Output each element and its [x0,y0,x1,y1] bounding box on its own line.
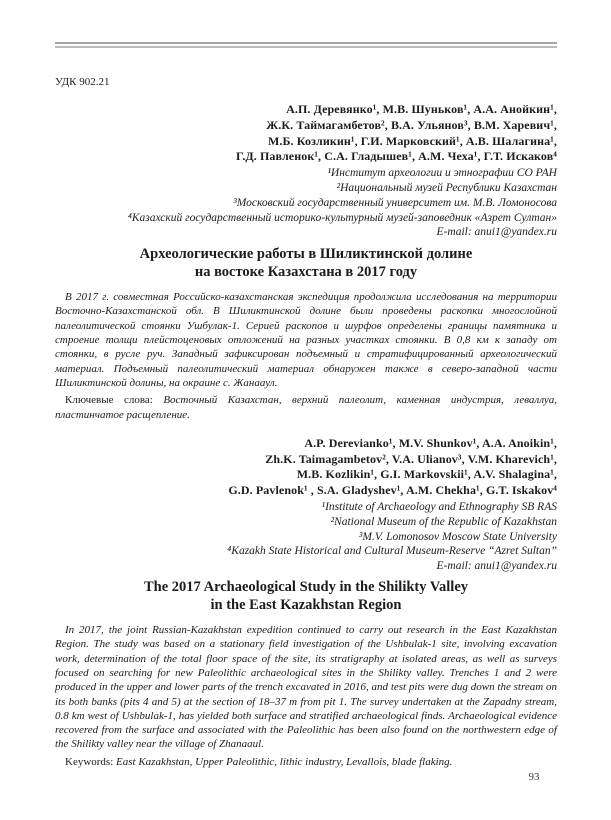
authors-en-line-2: Zh.K. Taimagambetov², V.A. Ulianov³, V.M. Kharevich¹, [265,451,557,466]
authors-ru-line-2: Ж.К. Таймагамбетов², В.А. Ульянов³, В.М. Харевич¹, [266,117,557,132]
email-ru: E-mail: anui1@yandex.ru [436,226,557,239]
authors-ru-line-1: А.П. Деревянко¹, М.В. Шуньков¹, А.А. Анойкин¹, [286,102,557,116]
header-double-rule [55,42,557,48]
keywords-en [55,755,557,769]
authors-ru [55,102,557,165]
keywords-ru [55,393,557,422]
title-en-line-2: in the East Kazakhstan Region [210,596,402,613]
title-ru-line-2: на востоке Казахстана в 2017 году [194,263,418,280]
affiliation-en-3: ³M.V. Lomonosov Moscow State University [358,530,557,543]
authors-ru-line-4: Г.Д. Павленок¹, С.А. Гладышев¹, А.М. Чеха¹, Г.Т. Искаков⁴ [235,149,557,164]
affiliation-ru-4: ⁴Казахский государственный историко-культурный музей-заповедник «Азрет Султан» [127,211,557,224]
title-en [55,579,557,614]
affiliation-ru-2: ²Национальный музей Республики Казахстан [336,181,557,194]
authors-ru-line-3: М.Б. Козликин¹, Г.И. Марковский¹, А.В. Шалагина¹, [268,133,557,148]
udc-number: УДК 902.21 [55,76,110,88]
keywords-en-text: East Kazakhstan, Upper Paleolithic, lithic industry, Levallois, blade flaking. [116,755,453,768]
affiliation-ru-3: ³Московский государственный университет им. М.В. Ломоносова [233,196,557,209]
affiliation-ru-1: ¹Институт археологии и этнографии СО РАН [327,167,557,180]
title-ru [55,246,557,281]
title-ru-line-1: Археологические работы в Шиликтинской долине [139,246,473,263]
affiliations-en [55,500,557,574]
keywords-ru-label: Ключевые слова: [65,394,153,407]
affiliation-en-1: ¹Institute of Archaeology and Ethnography SB RAS [321,501,557,514]
email-en: E-mail: anui1@yandex.ru [436,560,557,573]
authors-en-line-3: M.B. Kozlikin¹, G.I. Markovskii¹, A.V. Shalagina¹, [296,467,557,482]
affiliation-en-4: ⁴Kazakh State Historical and Cultural Museum-Reserve “Azret Sultan” [227,545,557,558]
affiliation-en-2: ²National Museum of the Republic of Kazakhstan [330,515,557,528]
page-number: 93 [528,771,540,783]
title-en-line-1: The 2017 Archaeological Study in the Shilikty Valley [143,579,469,596]
authors-en [55,436,557,499]
affiliations-ru [55,166,557,240]
keywords-ru-text: Восточный Казахстан, верхний палеолит, каменная индустрия, леваллуа, пластинчатое расщепление. [55,394,558,421]
authors-en-line-1: A.P. Derevianko¹, M.V. Shunkov¹, A.A. Anoikin¹, [304,435,557,450]
abstract-ru: В 2017 г. совместная Российско-казахстанская экспедиция продолжила исследования на территории Восточно-Казахстанской обл. В Шиликтинской долине были проведены раскопки многослойной палеолитической стоянки Ушбулак-1. Серией раскопов и шурфов определены границы памятника и строение толщи плейстоценовых отложений на разных участках стоянки. В 0,8 км к западу от стоянки, в русле руч. Западный зафиксирован подъемный и стратифицированный археологический материал. Подъемный палеолитический материал обнаружен также в северо-западной части Шиликтинской долины, на окраине с. Жанааул. [55,291,557,389]
authors-en-line-4: G.D. Pavlenok¹ , S.A. Gladyshev¹, A.M. Chekha¹, G.T. Iskakov⁴ [228,483,557,498]
abstract-en: In 2017, the joint Russian-Kazakhstan expedition continued to carry out research in the East Kazakhstan Region. The study was based on a stationary field investigation of the Ushbulak-1 site, involving excavation work, determination of the total floor space of the site, its stratigraphy at isolated areas, as well as surveys focused on searching for new Paleolithic archaeological sites in the Shilikty valley. Trenches 1 and 2 were produced in the upper and lower parts of the trench excavated in 2016, and test pits were dug down the stream on its both banks (pits 4 and 5) at the section of 18–37 m from pit 1. The survey undertaken at the Zapadny stream, 0.8 km west of Ushbulak-1, has yielded both surface and stratified archaeological finds. Archaeological evidence recovered from the surface and associated with the Paleolithic has been also found on the northwestern edge of the Shilikty valley near the village of Zhanaaul. [55,624,557,751]
keywords-en-label: Keywords: [65,755,114,768]
